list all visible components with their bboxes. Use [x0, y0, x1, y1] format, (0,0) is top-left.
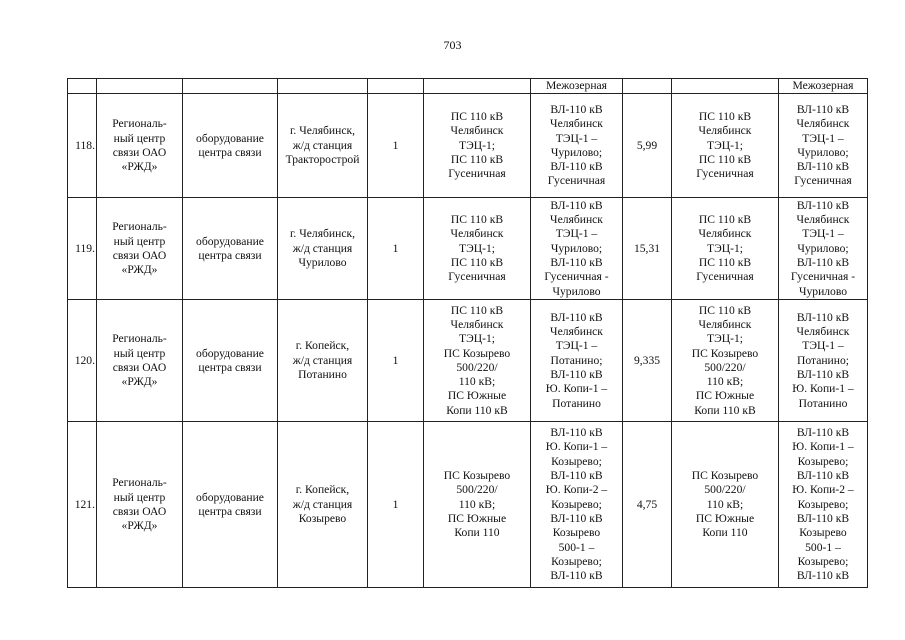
- header-cell-empty: [368, 79, 424, 94]
- row-number: [68, 198, 97, 300]
- distance-cell-text: 9,335: [633, 353, 661, 367]
- organization-cell: [97, 422, 183, 588]
- equipment-cell: [183, 422, 278, 588]
- location-cell: [278, 300, 368, 422]
- row-number-text: 120.: [74, 353, 95, 367]
- location-cell-text: г. Копейск, ж/д станция Потанино: [292, 339, 353, 381]
- table-row: [68, 300, 868, 422]
- lines-a-cell: [531, 198, 623, 300]
- equipment-cell: [183, 198, 278, 300]
- lines-b-cell-text: ВЛ-110 кВ Челябинск ТЭЦ-1 – Потанино; ВЛ-110 кВ Ю. Копи-1 – Потанино: [792, 310, 854, 410]
- count-cell-text: 1: [392, 241, 399, 255]
- header-cell-empty: [672, 79, 779, 94]
- header-cell-empty: [68, 79, 97, 94]
- organization-cell: [97, 94, 183, 198]
- header-cell-lines-a: Межозерная: [531, 79, 623, 94]
- organization-cell: [97, 198, 183, 300]
- substations-b-cell: [672, 198, 779, 300]
- substations-a-cell-text: ПС 110 кВ Челябинск ТЭЦ-1; ПС 110 кВ Гусеничная: [448, 110, 506, 181]
- substations-b-cell: [672, 300, 779, 422]
- row-number-text: 119.: [75, 241, 95, 255]
- substations-b-cell-text: ПС 110 кВ Челябинск ТЭЦ-1; ПС Козырево 500/220/ 110 кВ; ПС Южные Копи 110 кВ: [691, 303, 759, 417]
- count-cell-text: 1: [392, 138, 399, 152]
- lines-b-cell: [779, 300, 868, 422]
- equipment-cell-text: оборудование центра связи: [196, 131, 264, 159]
- location-cell: [278, 422, 368, 588]
- distance-cell-text: 5,99: [636, 138, 658, 152]
- substations-b-cell-text: ПС 110 кВ Челябинск ТЭЦ-1; ПС 110 кВ Гусеничная: [696, 110, 754, 181]
- distance-cell: [623, 300, 672, 422]
- substations-b-cell-text: ПС Козырево 500/220/ 110 кВ; ПС Южные Копи 110: [691, 469, 759, 540]
- substations-b-cell: [672, 422, 779, 588]
- substations-a-cell-text: ПС 110 кВ Челябинск ТЭЦ-1; ПС Козырево 500/220/ 110 кВ; ПС Южные Копи 110 кВ: [443, 303, 511, 417]
- organization-cell-text: Региональ- ный центр связи ОАО «РЖД»: [112, 117, 167, 174]
- count-cell-text: 1: [392, 353, 399, 367]
- substations-a-cell: [424, 94, 531, 198]
- table-row: [68, 422, 868, 588]
- lines-b-cell-text: ВЛ-110 кВ Челябинск ТЭЦ-1 – Чурилово; ВЛ-110 кВ Гусеничная: [794, 102, 852, 188]
- row-number-text: 118.: [75, 138, 95, 152]
- distance-cell: [623, 422, 672, 588]
- substations-b-cell-text: ПС 110 кВ Челябинск ТЭЦ-1; ПС 110 кВ Гусеничная: [696, 213, 754, 284]
- count-cell: [368, 300, 424, 422]
- lines-b-cell-text: ВЛ-110 кВ Ю. Копи-1 – Козырево; ВЛ-110 кВ Ю. Копи-2 – Козырево; ВЛ-110 кВ Козырево 500-1 – Козырево; ВЛ-110 кВ: [792, 426, 854, 583]
- equipment-table: [67, 78, 868, 588]
- equipment-cell-text: оборудование центра связи: [196, 490, 264, 518]
- location-cell-text: г. Копейск, ж/д станция Козырево: [292, 483, 353, 525]
- lines-b-cell-text: ВЛ-110 кВ Челябинск ТЭЦ-1 – Чурилово; ВЛ-110 кВ Гусеничная - Чурилово: [790, 198, 856, 298]
- substations-a-cell-text: ПС 110 кВ Челябинск ТЭЦ-1; ПС 110 кВ Гусеничная: [448, 213, 506, 284]
- lines-b-cell: [779, 94, 868, 198]
- row-number: [68, 94, 97, 198]
- equipment-cell: [183, 94, 278, 198]
- organization-cell-text: Региональ- ный центр связи ОАО «РЖД»: [112, 476, 167, 533]
- count-cell: [368, 198, 424, 300]
- table-row: [68, 94, 868, 198]
- location-cell-text: г. Челябинск, ж/д станция Тракторострой: [285, 124, 360, 166]
- header-cell-empty: [424, 79, 531, 94]
- count-cell: [368, 94, 424, 198]
- lines-a-cell: [531, 94, 623, 198]
- header-cell-empty: [278, 79, 368, 94]
- row-number: [68, 422, 97, 588]
- lines-a-cell-text: ВЛ-110 кВ Челябинск ТЭЦ-1 – Потанино; ВЛ-110 кВ Ю. Копи-1 – Потанино: [545, 310, 608, 410]
- distance-cell-text: 4,75: [636, 497, 658, 511]
- lines-a-cell-text: ВЛ-110 кВ Ю. Копи-1 – Козырево; ВЛ-110 кВ Ю. Копи-2 – Козырево; ВЛ-110 кВ Козырево 500-1 – Козырево; ВЛ-110 кВ: [545, 426, 608, 583]
- row-number: [68, 300, 97, 422]
- substations-a-cell: [424, 198, 531, 300]
- count-cell-text: 1: [392, 497, 399, 511]
- header-cell-empty: [97, 79, 183, 94]
- page-number: 703: [443, 38, 462, 52]
- lines-b-cell: [779, 198, 868, 300]
- substations-a-cell: [424, 422, 531, 588]
- continuation-header-row: [68, 79, 868, 94]
- substations-a-cell: [424, 300, 531, 422]
- location-cell-text: г. Челябинск, ж/д станция Чурилово: [289, 227, 356, 269]
- organization-cell-text: Региональ- ный центр связи ОАО «РЖД»: [112, 220, 167, 277]
- lines-b-cell: [779, 422, 868, 588]
- location-cell: [278, 198, 368, 300]
- equipment-cell: [183, 300, 278, 422]
- table-row: [68, 198, 868, 300]
- lines-a-cell: [531, 422, 623, 588]
- location-cell: [278, 94, 368, 198]
- distance-cell-text: 15,31: [633, 241, 661, 255]
- lines-a-cell: [531, 300, 623, 422]
- lines-a-cell-text: ВЛ-110 кВ Челябинск ТЭЦ-1 – Чурилово; ВЛ-110 кВ Гусеничная: [547, 102, 606, 188]
- header-cell-lines-b: Межозерная: [779, 79, 868, 94]
- header-cell-empty: [183, 79, 278, 94]
- distance-cell: [623, 198, 672, 300]
- row-number-text: 121.: [74, 497, 95, 511]
- lines-a-cell-text: ВЛ-110 кВ Челябинск ТЭЦ-1 – Чурилово; ВЛ-110 кВ Гусеничная - Чурилово: [544, 198, 609, 298]
- distance-cell: [623, 94, 672, 198]
- organization-cell: [97, 300, 183, 422]
- equipment-cell-text: оборудование центра связи: [196, 346, 264, 374]
- organization-cell-text: Региональ- ный центр связи ОАО «РЖД»: [112, 332, 167, 389]
- equipment-cell-text: оборудование центра связи: [196, 234, 264, 262]
- substations-b-cell: [672, 94, 779, 198]
- header-cell-empty: [623, 79, 672, 94]
- count-cell: [368, 422, 424, 588]
- substations-a-cell-text: ПС Козырево 500/220/ 110 кВ; ПС Южные Копи 110: [443, 469, 511, 540]
